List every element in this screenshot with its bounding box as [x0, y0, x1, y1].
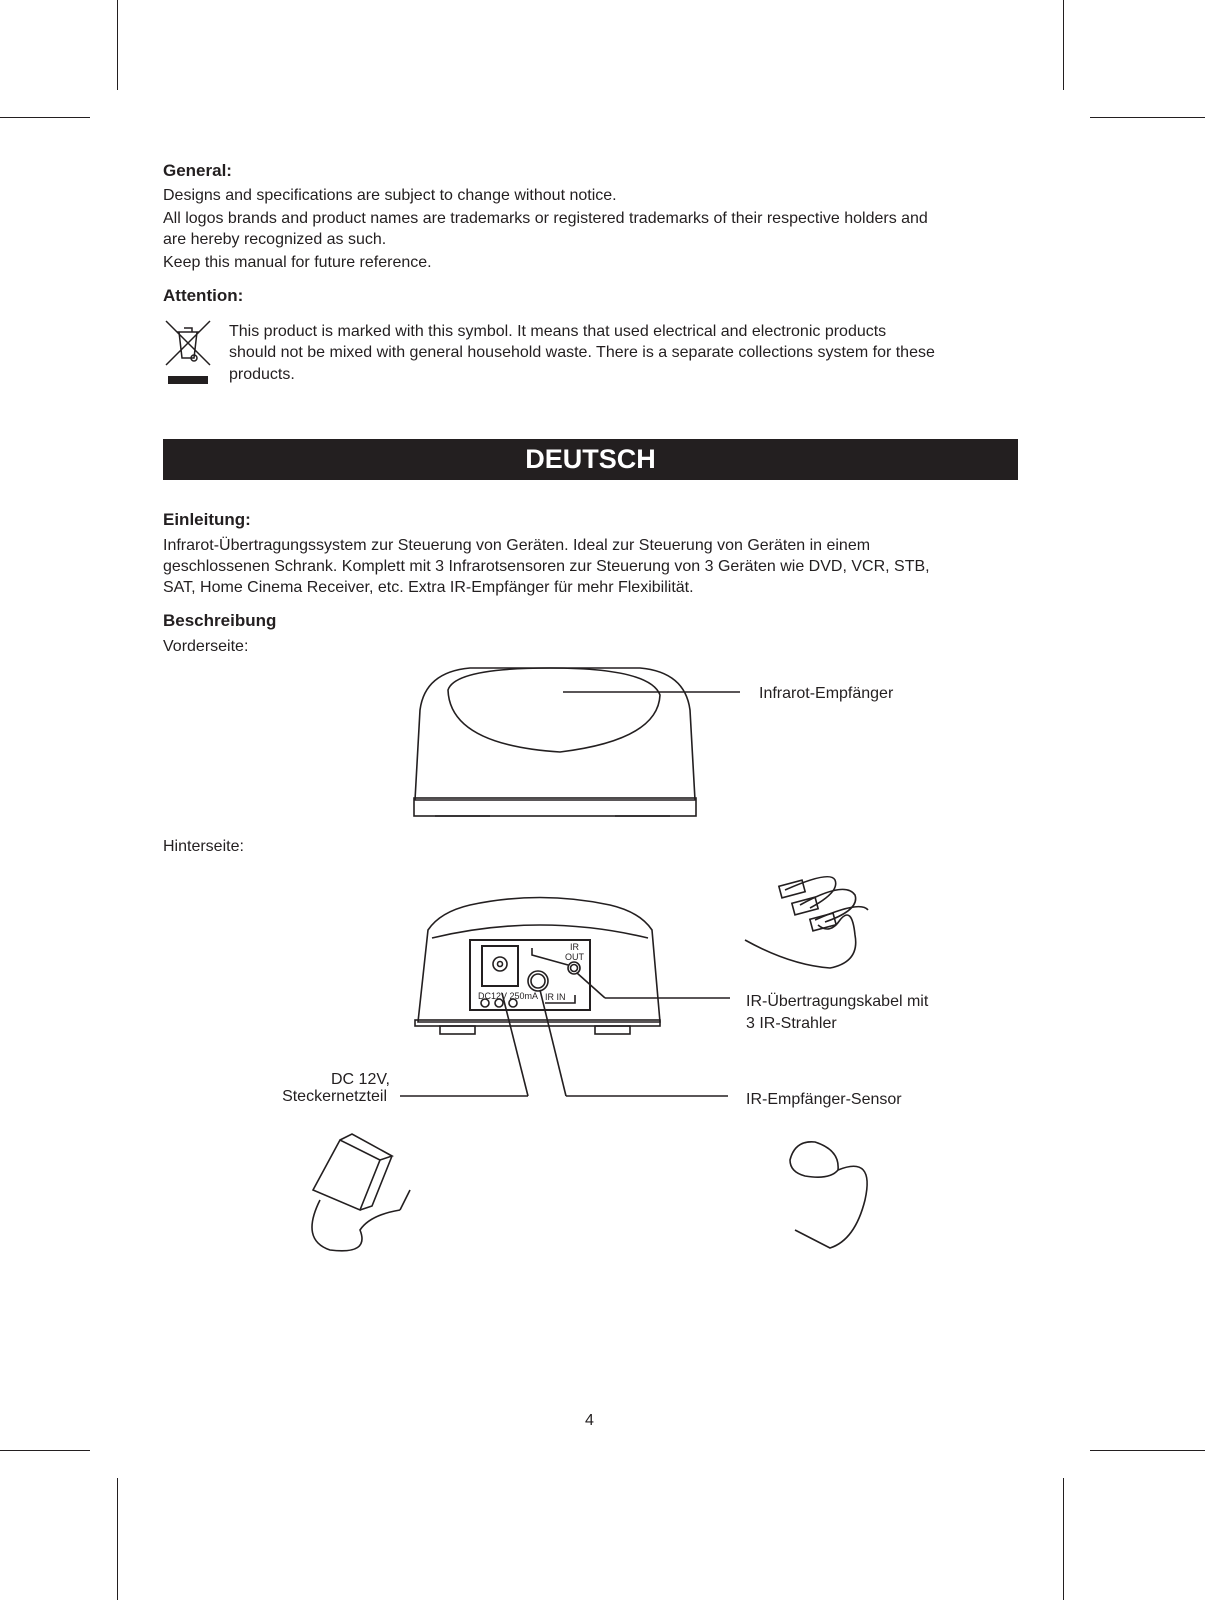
panel-ir-out-label: OUT: [565, 952, 584, 962]
back-label: Hinterseite:: [163, 838, 244, 855]
power-adapter-illustration: [312, 1134, 410, 1251]
general-line: Keep this manual for future reference.: [163, 254, 432, 271]
panel-ir-in-label: IR IN: [545, 992, 566, 1002]
attention-line: products.: [229, 366, 295, 383]
panel-power-label: DC12V 250mA: [478, 991, 539, 1001]
callout-dc-adapter: DC 12V,: [331, 1071, 390, 1088]
attention-heading: Attention:: [163, 286, 244, 305]
front-label: Vorderseite:: [163, 638, 249, 655]
general-line: are hereby recognized as such.: [163, 231, 387, 248]
beschreibung-heading: Beschreibung: [163, 611, 277, 630]
einleitung-line: Infrarot-Übertragungssystem zur Steuerung von Geräten. Ideal zur Steuerung von Geräten in einem: [163, 537, 871, 554]
attention-line: should not be mixed with general household waste. There is a separate collections system for these: [229, 344, 935, 361]
page-number: 4: [585, 1412, 594, 1429]
general-line: Designs and specifications are subject to change without notice.: [163, 187, 617, 204]
callout-ir-cable: IR-Übertragungskabel mit: [746, 993, 929, 1010]
callout-ir-sensor: IR-Empfänger-Sensor: [746, 1091, 902, 1108]
einleitung-line: geschlossenen Schrank. Komplett mit 3 Infrarotsensoren zur Steuerung von 3 Geräten wie DVD, VCR, STB,: [163, 558, 930, 575]
attention-line: This product is marked with this symbol. It means that used electrical and electronic products: [229, 323, 887, 340]
einleitung-line: SAT, Home Cinema Receiver, etc. Extra IR-Empfänger für mehr Flexibilität.: [163, 579, 694, 596]
callout-ir-receiver: Infrarot-Empfänger: [759, 685, 894, 702]
general-heading: General:: [163, 161, 232, 180]
section-title-bar: DEUTSCH: [163, 439, 1018, 480]
front-device-illustration: [414, 668, 740, 816]
panel-ir-out-label: IR: [570, 942, 579, 952]
callout-dc-adapter: Steckernetzteil: [282, 1088, 387, 1105]
ir-emitter-cables-illustration: [745, 877, 868, 968]
callout-ir-cable: 3 IR-Strahler: [746, 1015, 837, 1032]
einleitung-heading: Einleitung:: [163, 510, 251, 529]
general-line: All logos brands and product names are trademarks or registered trademarks of their respective holders and: [163, 210, 928, 227]
ir-sensor-illustration: [790, 1142, 867, 1248]
